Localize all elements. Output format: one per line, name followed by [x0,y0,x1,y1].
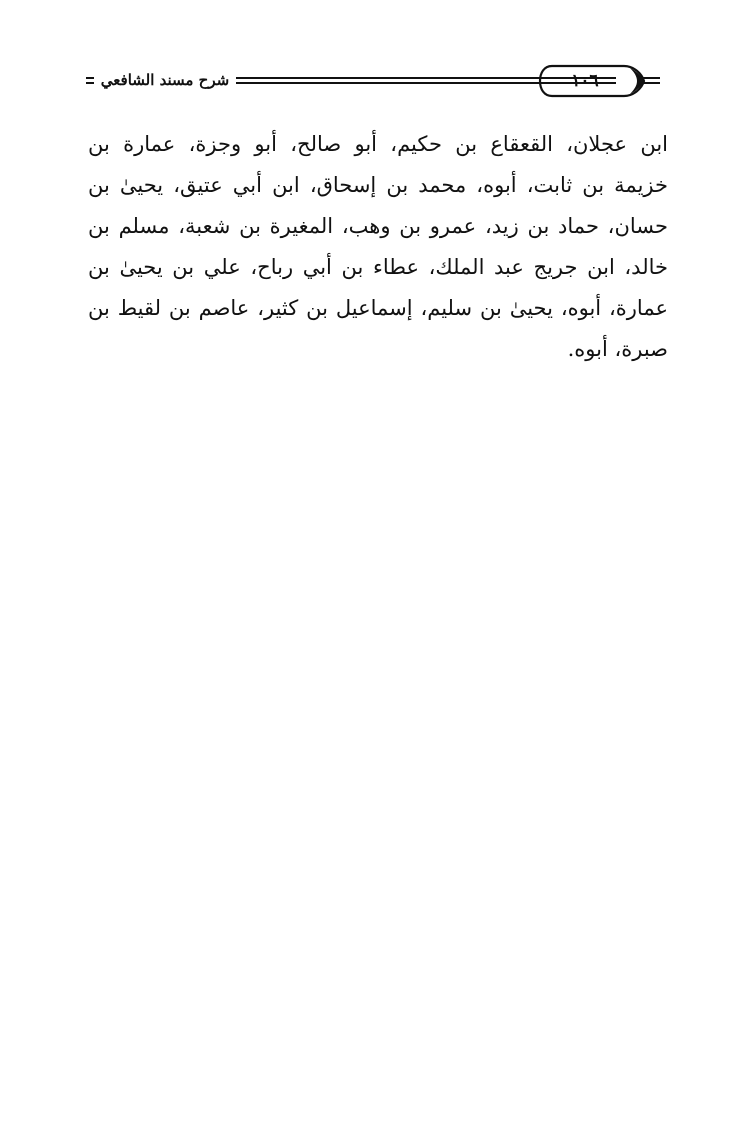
header-rule-left [86,77,94,84]
text-line: خزيمة بن ثابت، أبوه، محمد بن إسحاق، ابن أبي عتيق، يحيىٰ بن [88,173,668,197]
text-line: عمارة، أبوه، يحيىٰ بن سليم، إسماعيل بن كثير، عاصم بن لقيط بن [88,296,668,320]
text-line: ابن عجلان، القعقاع بن حكيم، أبو صالح، أبو وجزة، عمارة بن [88,132,668,156]
text-line: حسان، حماد بن زيد، عمرو بن وهب، المغيرة بن شعبة، مسلم بن [88,214,668,238]
text-line: خالد، ابن جريج عبد الملك، عطاء بن أبي رباح، علي بن يحيىٰ بن [88,255,668,279]
text-line: صبرة، أبوه. [567,337,668,361]
header-title: شرح مسند الشافعي [100,71,230,89]
page-number: ١٠٦ [571,71,599,91]
header-rule-right [642,77,660,84]
running-header [86,62,660,102]
body-text [88,124,668,370]
